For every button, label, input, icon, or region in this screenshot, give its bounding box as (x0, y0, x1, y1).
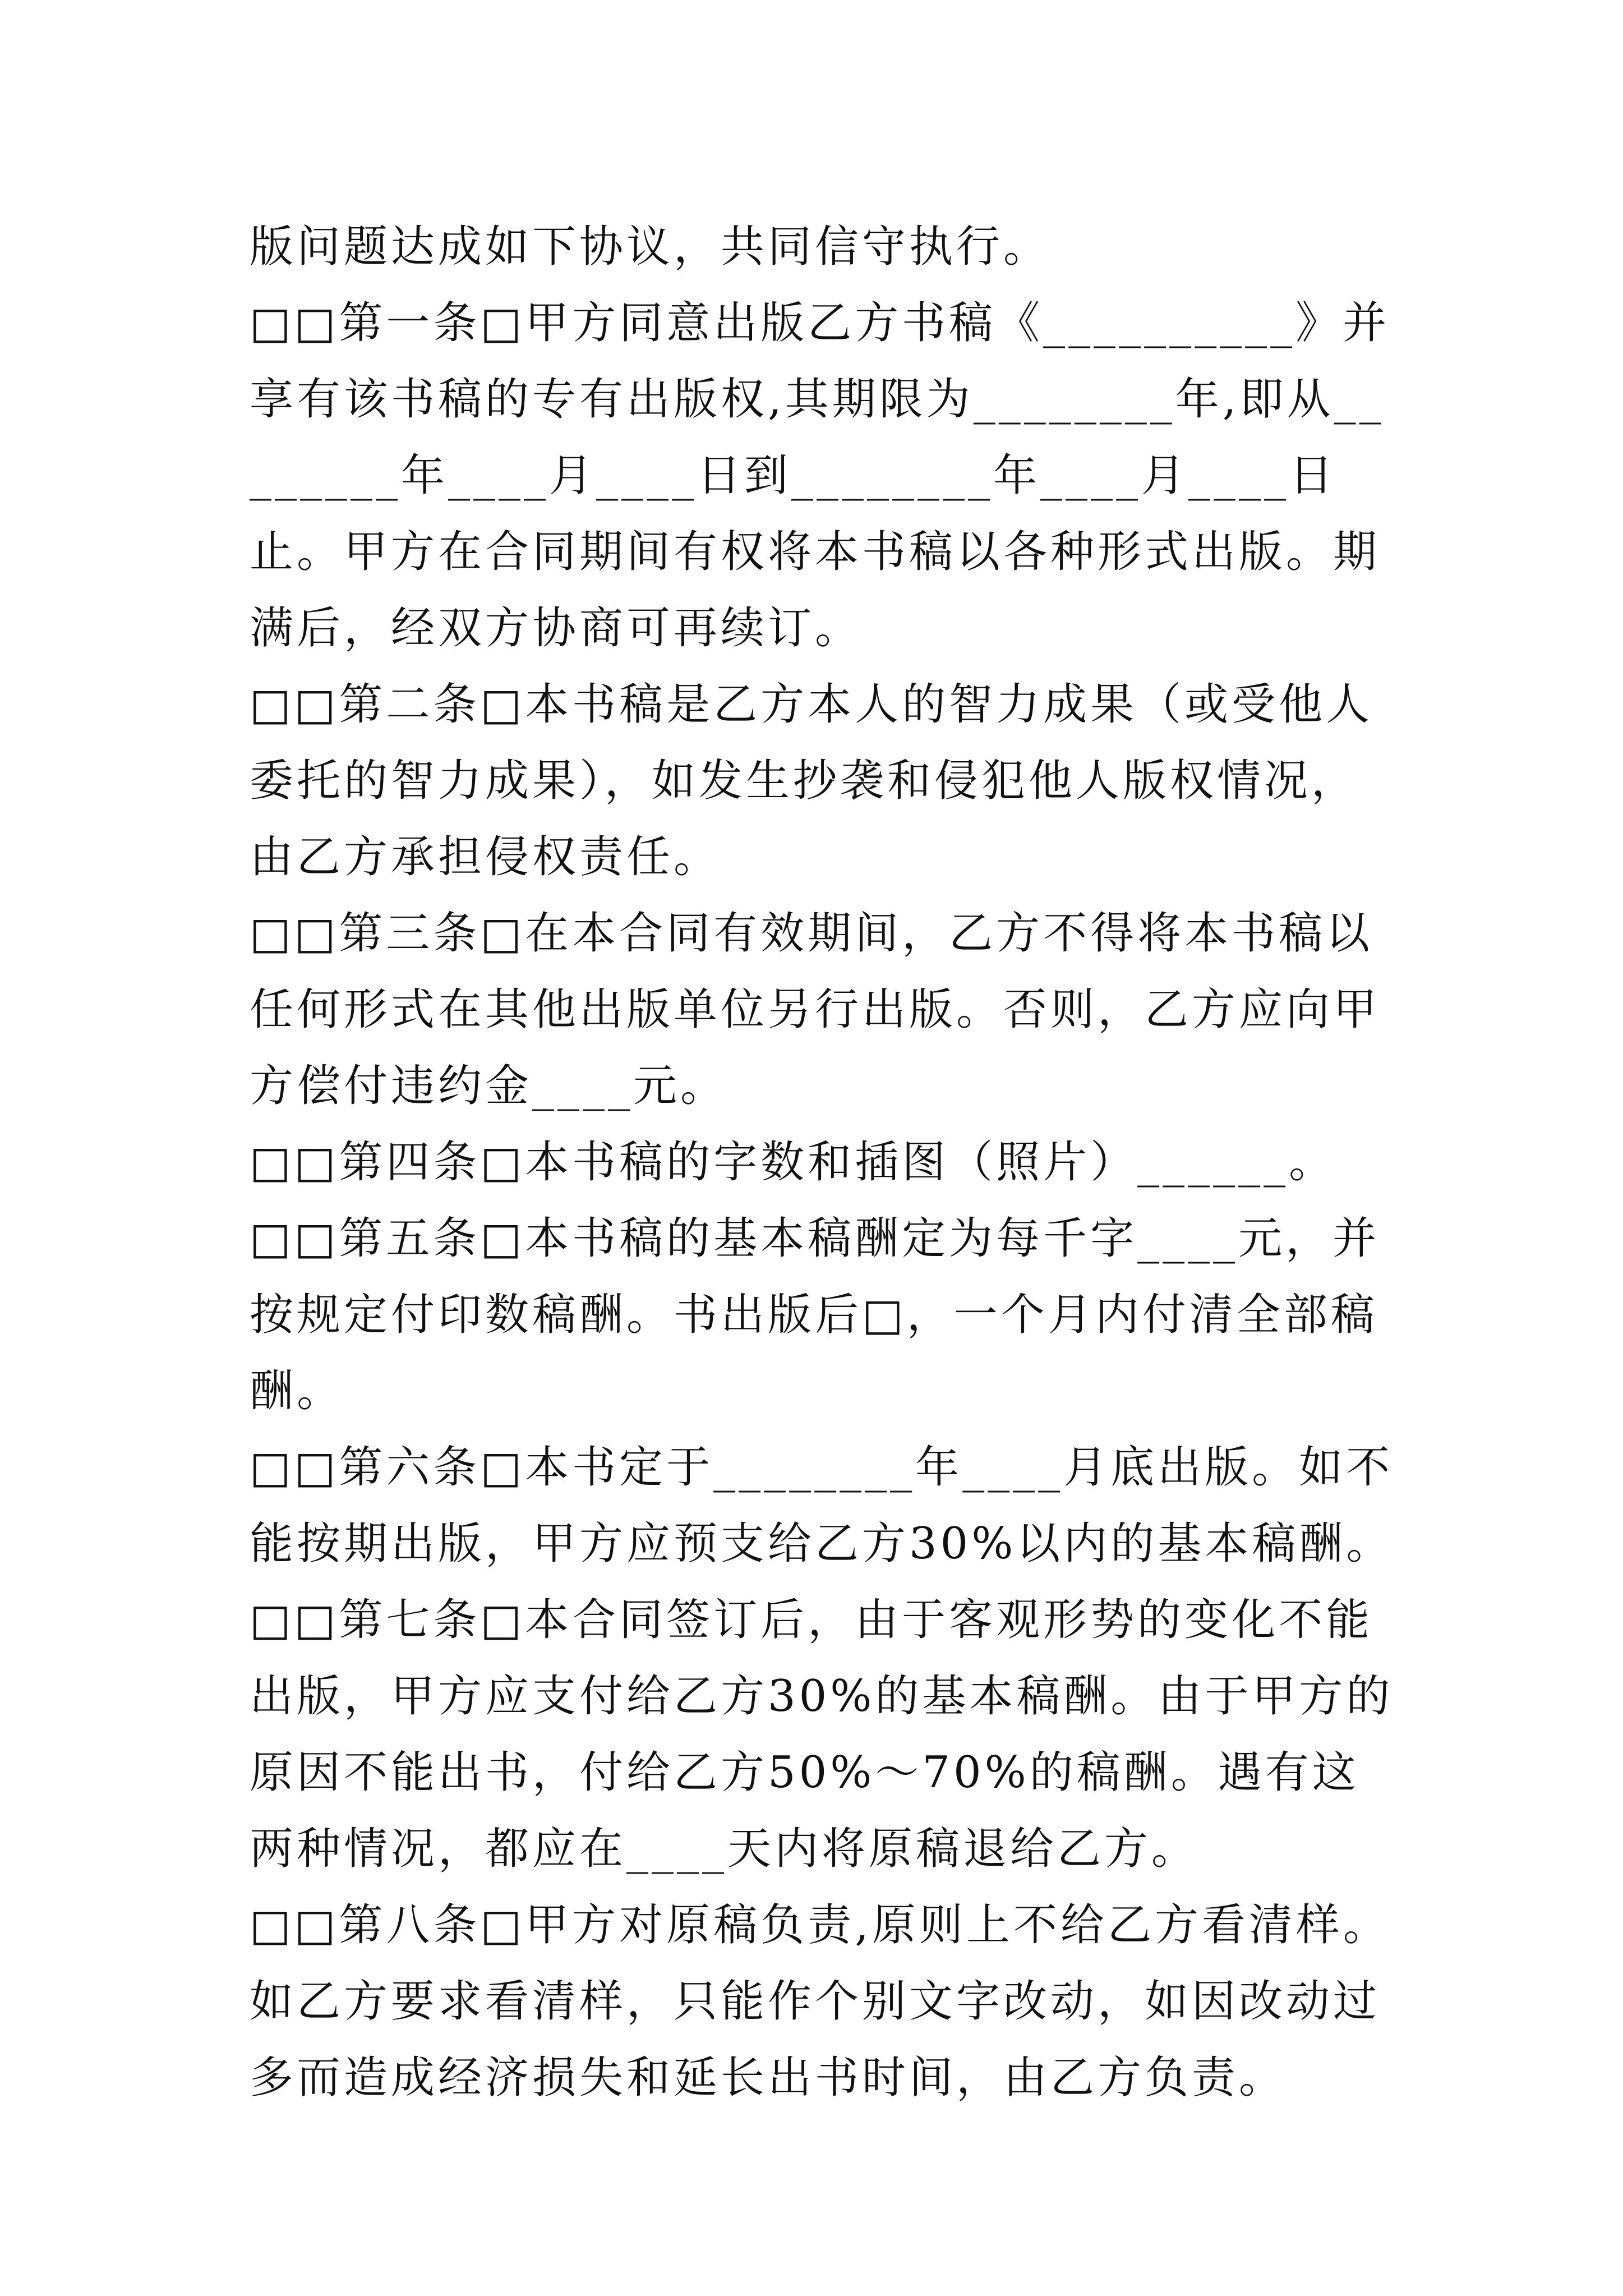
paragraph-article-8: □□第八条□甲方对原稿负责,原则上不给乙方看清样。如乙方要求看清样，只能作个别文字改动，如因改动过多而造成经济损失和延长出书时间，由乙方负责。 (250, 1900, 1390, 2103)
paragraph-article-5: □□第五条□本书稿的基本稿酬定为每千字____元，并按规定付印数稿酬。书出版后□，一个月内付清全部稿酬。 (250, 1213, 1380, 1416)
paragraph-article-6: □□第六条□本书定于________年____月底出版。如不能按期出版，甲方应预支给乙方30%以内的基本稿酬。 (250, 1442, 1394, 1569)
paragraph-article-3: □□第三条□在本合同有效期间，乙方不得将本书稿以任何形式在其他出版单位另行出版。否则，乙方应向甲方偿付违约金____元。 (250, 908, 1381, 1111)
paragraph-article-2: □□第二条□本书稿是乙方本人的智力成果（或受他人委托的智力成果），如发生抄袭和侵犯他人版权情况，由乙方承担侵权责任。 (250, 679, 1373, 882)
paragraph-article-1: □□第一条□甲方同意出版乙方书稿《__________》并享有该书稿的专有出版权,其期限为________年,即从________年____月____日到________年____月____日止。甲方在合同期间有权将本书稿以各种形式出版。期满后，经双方协商可再续订。 (250, 298, 1390, 654)
paragraph-article-7: □□第七条□本合同签订后，由于客观形势的变化不能出版，甲方应支付给乙方30%的基本稿酬。由于甲方的原因不能出书，付给乙方50%～70%的稿酬。遇有这两种情况，都应在____天内将原稿退给乙方。 (250, 1595, 1394, 1874)
paragraph-article-4: □□第四条□本书稿的字数和插图（照片）______。 (250, 1137, 1336, 1188)
paragraph-preamble-end: 版问题达成如下协议，共同信守执行。 (250, 222, 1051, 272)
contract-body (250, 209, 1399, 2116)
